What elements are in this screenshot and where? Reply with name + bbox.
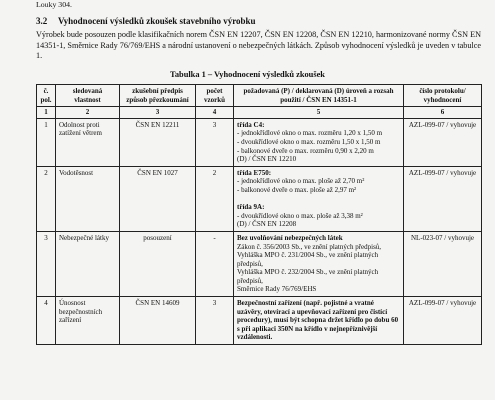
cell-protokol: AZL-099-07 / vyhovuje [404,297,482,345]
cell-pol: 1 [37,118,56,166]
cell-pol: 4 [37,297,56,345]
requirement-line [237,195,400,204]
section-number: 3.2 [36,16,48,26]
column-number: 2 [56,107,120,119]
cell-pocet: 3 [196,118,234,166]
requirement-line: - balkonové dveře o max. rozměru 0,90 x 2,20 m [237,146,374,155]
requirement-line: Vyhláška MPO č. 231/2004 Sb., ve znění platných předpisů, [237,251,379,268]
header-predpis: zkušební předpis způsob přezkoumání [120,85,196,107]
column-number-row [37,107,482,119]
cell-predpis: posouzení [120,231,196,296]
section-title: Vyhodnocení výsledků zkoušek stavebního výrobku [58,16,256,26]
requirement-line: - jednokřídlové okno o max. rozměru 1,20 x 1,50 m [237,129,383,138]
column-number: 4 [196,107,234,119]
cell-protokol: AZL-099-07 / vyhovuje [404,118,482,166]
cell-vlastnost: Nebezpečné látky [56,231,120,296]
section-paragraph: Výrobek bude posouzen podle klasifikačních norem ČSN EN 12207, ČSN EN 12208, ČSN EN 12210, harmonizované normy ČSN EN 14351-1, Směrnice Rady 76/769/EHS a národní ustanovení o nebezpečných látkách. Způsob vyhodnocení výsledků je uveden v tabulce 1. [36,30,481,60]
requirement-line: třída E750: [237,168,272,177]
cell-vlastnost: Vodotěsnost [56,166,120,231]
results-table [36,84,482,345]
section-heading [36,16,256,26]
table-row [37,166,482,231]
cell-protokol: AZL-099-07 / vyhovuje [404,166,482,231]
requirement-line: - balkonové dveře o max. ploše až 2,97 m² [237,185,357,194]
header-remnant-line2: Louky 304. [36,0,72,9]
requirement-line: třída C4: [237,120,265,129]
table-header-row [37,85,482,107]
header-pocet: počet vzorků [196,85,234,107]
cell-protokol: NL-023-07 / vyhovuje [404,231,482,296]
cell-vlastnost: Odolnost proti zatížení větrem [56,118,120,166]
cell-pocet: 3 [196,297,234,345]
table-row [37,231,482,296]
requirement-line: Bezpečnostní zařízení (např. pojistné a vratné uzávěry, otevírací a upevňovací zařízení pro čistící procedury), musí být schopna držet křídlo po dobu 60 s při aplikaci 350N na křídlo v nejnepříznivější vzdálenosti. [237,299,399,342]
requirement-line: (D) / ČSN EN 12208 [237,220,297,229]
column-number: 6 [404,107,482,119]
header-protokol: číslo protokolu/ vyhodnocení [404,85,482,107]
header-remnant [36,0,481,10]
column-number: 1 [37,107,56,119]
requirement-line: Směrnice Rady 76/769/EHS [237,285,317,294]
cell-pol: 2 [37,166,56,231]
header-pol: č. pol. [37,85,56,107]
requirement-line: - dvoukřídlové okno o max. rozměru 1,50 x 1,50 m [237,137,381,146]
requirement-line: (D) / ČSN EN 12210 [237,155,297,164]
header-vlastnost: sledovaná vlastnost [56,85,120,107]
cell-pozadavek [234,297,404,345]
cell-pozadavek [234,118,404,166]
table-row [37,118,482,166]
cell-pol: 3 [37,231,56,296]
header-pozadavek: požadovaná (P) / deklarovaná (D) úroveň a rozsah použití / ČSN EN 14351-1 [234,85,404,107]
cell-pocet: - [196,231,234,296]
requirement-line: - dvoukřídlové okno o max. ploše až 3,38 m² [237,211,363,220]
cell-pocet: 2 [196,166,234,231]
cell-pozadavek [234,166,404,231]
table-row [37,297,482,345]
table-caption: Tabulka 1 – Vyhodnocení výsledků zkoušek [170,70,325,79]
requirement-line: Vyhláška MPO č. 232/2004 Sb., ve znění platných předpisů, [237,268,379,285]
cell-pozadavek [234,231,404,296]
column-number: 5 [234,107,404,119]
requirement-line: Bez uvolňování nebezpečných látek [237,233,343,242]
requirement-line: třída 9A: [237,203,265,212]
requirement-line: - jednokřídlové okno o max. ploše až 2,70 m² [237,177,365,186]
cell-predpis: ČSN EN 12211 [120,118,196,166]
cell-predpis: ČSN EN 1027 [120,166,196,231]
requirement-line: Zákon č. 356/2003 Sb., ve znění platných předpisů, [237,242,382,251]
cell-vlastnost: Únosnost bezpečnostních zařízení [56,297,120,345]
cell-predpis: ČSN EN 14609 [120,297,196,345]
column-number: 3 [120,107,196,119]
